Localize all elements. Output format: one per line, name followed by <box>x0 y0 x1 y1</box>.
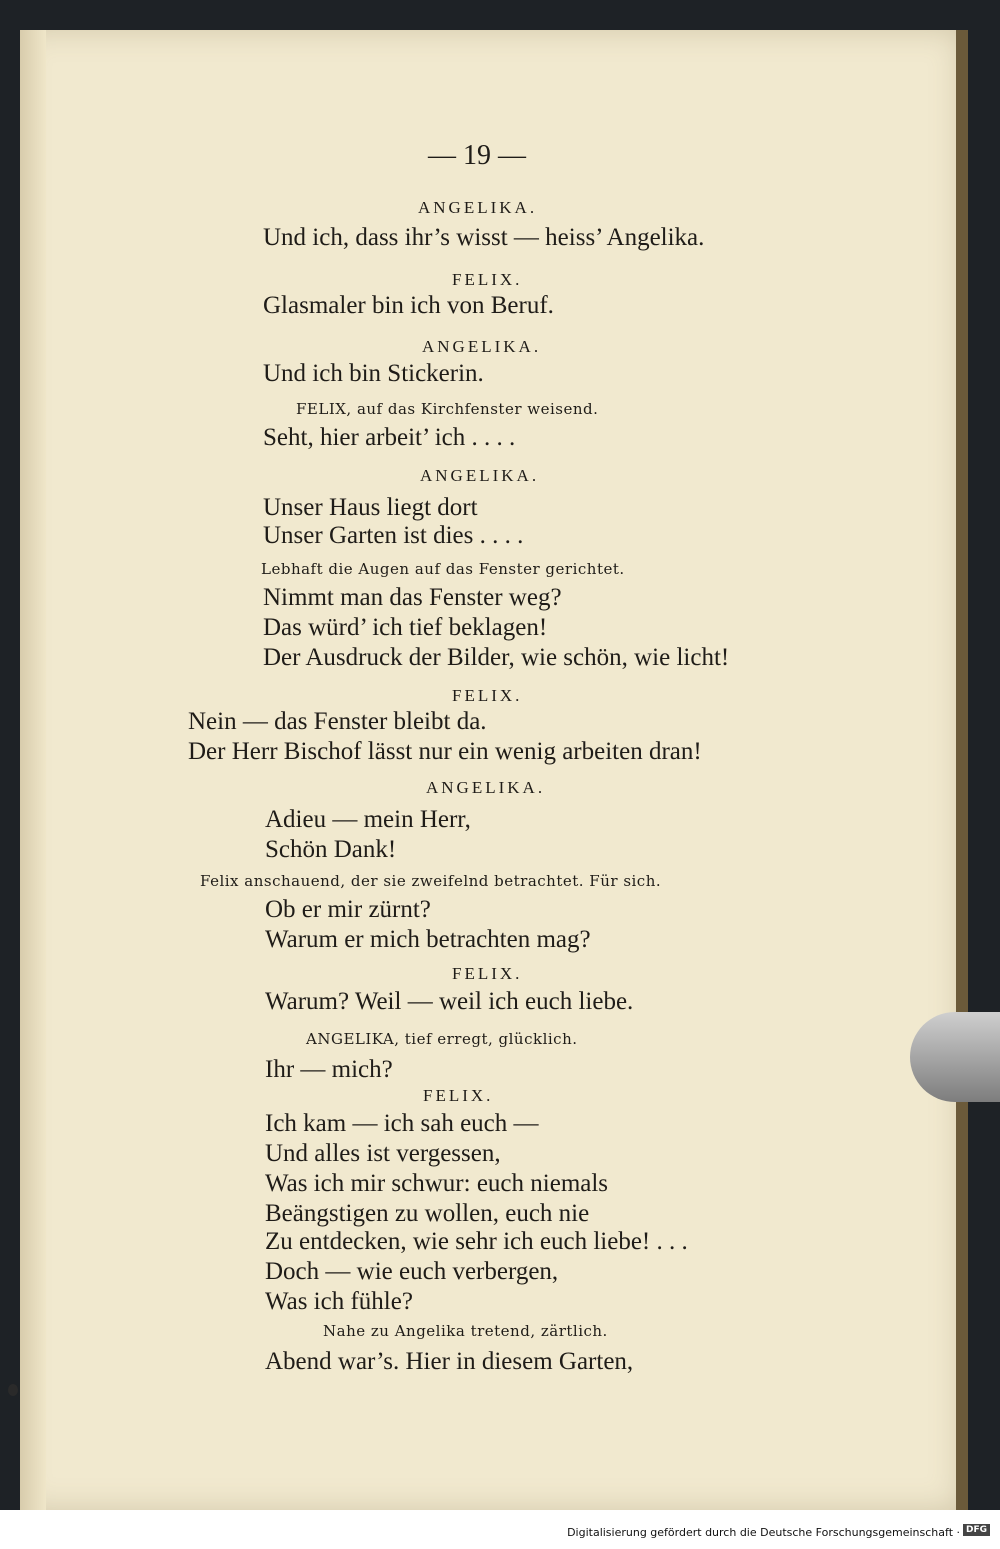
verse-line: Zu entdecken, wie sehr ich euch liebe! . . . <box>265 1228 688 1255</box>
speaker-name: ANGELIKA. <box>420 466 540 485</box>
verse-line: Seht, hier arbeit’ ich . . . . <box>263 424 516 451</box>
verse-line: Warum? Weil — weil ich euch liebe. <box>265 988 634 1015</box>
verse-line: Ob er mir zürnt? <box>265 896 431 923</box>
verse-line: Was ich mir schwur: euch niemals <box>265 1170 609 1197</box>
verse-line: Nein — das Fenster bleibt da. <box>188 708 487 735</box>
speaker-name: FELIX. <box>423 1086 494 1105</box>
verse-line: Unser Haus liegt dort <box>263 494 478 521</box>
dfg-logo: DFG <box>963 1524 990 1536</box>
speaker-name: ANGELIKA. <box>426 778 546 797</box>
book-page <box>20 30 960 1510</box>
verse-line: Was ich fühle? <box>265 1288 413 1315</box>
verse-line: Adieu — mein Herr, <box>265 806 471 833</box>
binding-hole <box>8 1384 18 1396</box>
stage-direction: FELIX, auf das Kirchfenster weisend. <box>296 400 599 418</box>
page-clip <box>910 1012 1000 1102</box>
speaker-name: FELIX. <box>452 964 523 983</box>
verse-line: Und ich, dass ihr’s wisst — heiss’ Angelika. <box>263 224 705 251</box>
verse-line: Nimmt man das Fenster weg? <box>263 584 562 611</box>
verse-line: Doch — wie euch verbergen, <box>265 1258 559 1285</box>
speaker-name: ANGELIKA. <box>422 337 542 356</box>
verse-line: Abend war’s. Hier in diesem Garten, <box>265 1348 634 1375</box>
speaker-name: ANGELIKA. <box>418 198 538 217</box>
stage-direction: ANGELIKA, tief erregt, glücklich. <box>306 1030 578 1048</box>
stage-direction: Lebhaft die Augen auf das Fenster gerichtet. <box>261 560 625 578</box>
verse-line: Ihr — mich? <box>265 1056 393 1083</box>
stage-direction: Felix anschauend, der sie zweifelnd betrachtet. Für sich. <box>200 872 662 890</box>
verse-line: Schön Dank! <box>265 836 397 863</box>
verse-line: Ich kam — ich sah euch — <box>265 1110 539 1137</box>
page-number: — 19 — <box>428 140 526 171</box>
page-gutter <box>20 30 46 1510</box>
page-edge <box>956 30 968 1510</box>
verse-line: Der Ausdruck der Bilder, wie schön, wie licht! <box>263 644 730 671</box>
footer-credit: Digitalisierung gefördert durch die Deutsche Forschungsgemeinschaft · <box>567 1526 960 1539</box>
speaker-name: FELIX. <box>452 686 523 705</box>
verse-line: Warum er mich betrachten mag? <box>265 926 591 953</box>
verse-line: Unser Garten ist dies . . . . <box>263 522 524 549</box>
verse-line: Glasmaler bin ich von Beruf. <box>263 292 554 319</box>
stage-direction: Nahe zu Angelika tretend, zärtlich. <box>323 1322 608 1340</box>
speaker-name: FELIX. <box>452 270 523 289</box>
verse-line: Beängstigen zu wollen, euch nie <box>265 1200 590 1227</box>
verse-line: Das würd’ ich tief beklagen! <box>263 614 548 641</box>
verse-line: Und alles ist vergessen, <box>265 1140 501 1167</box>
verse-line: Und ich bin Stickerin. <box>263 360 484 387</box>
verse-line: Der Herr Bischof lässt nur ein wenig arbeiten dran! <box>188 738 702 765</box>
